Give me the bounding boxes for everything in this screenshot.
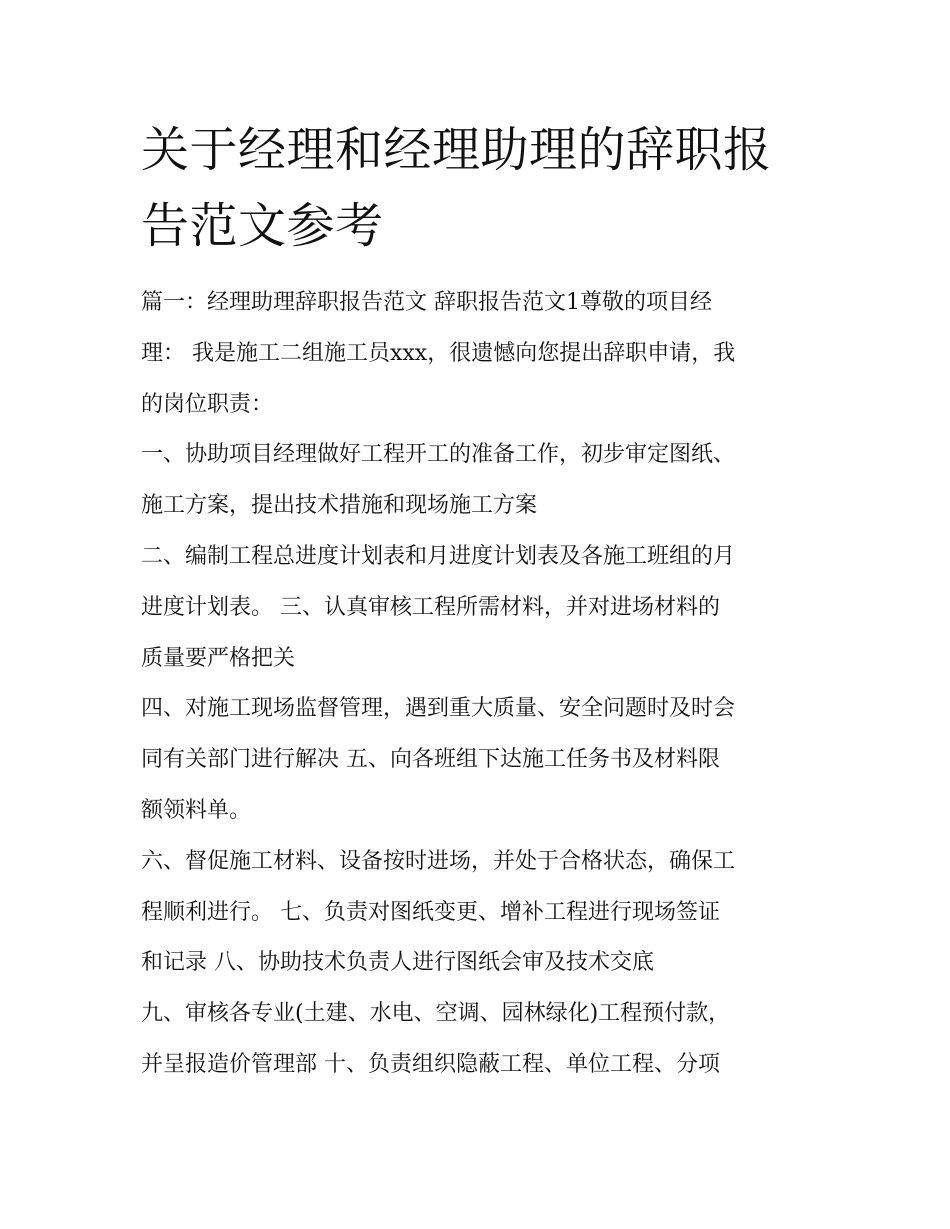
body-line: 二、编制工程总进度计划表和月进度计划表及各施工班组的月: [141, 543, 736, 569]
body-line: 四、对施工现场监督管理，遇到重大质量、安全问题时及时会: [141, 696, 736, 722]
body-line: 程顺利进行。 七、负责对图纸变更、增补工程进行现场签证: [141, 899, 720, 925]
document-body: [141, 278, 821, 1091]
body-line: 施工方案，提出技术措施和现场施工方案: [141, 493, 538, 519]
body-line: 进度计划表。 三、认真审核工程所需材料，并对进场材料的: [141, 594, 720, 620]
body-line: 同有关部门进行解决 五、向各班组下达施工任务书及材料限: [141, 747, 720, 773]
body-line: 九、审核各专业(土建、水电、空调、园林绿化)工程预付款，: [141, 1001, 731, 1027]
body-line: 六、督促施工材料、设备按时进场，并处于合格状态，确保工: [141, 848, 736, 874]
title-line: 告范文参考: [141, 198, 384, 254]
document-title: [141, 112, 821, 264]
body-line: 篇一：经理助理辞职报告范文 辞职报告范文1尊敬的项目经: [141, 290, 712, 315]
title-line: 关于经理和经理助理的辞职报: [141, 122, 772, 178]
body-line: 质量要严格把关: [141, 645, 296, 671]
body-line: 的岗位职责：: [141, 391, 274, 417]
body-line: 理： 我是施工二组施工员xxx，很遗憾向您提出辞职申请，我: [141, 340, 736, 366]
body-line: 一、协助项目经理做好工程开工的准备工作，初步审定图纸、: [141, 442, 736, 468]
body-line: 额领料单。: [141, 797, 252, 823]
body-line: 并呈报造价管理部 十、负责组织隐蔽工程、单位工程、分项: [141, 1051, 720, 1077]
body-line: 和记录 八、协助技术负责人进行图纸会审及技术交底: [141, 950, 654, 976]
